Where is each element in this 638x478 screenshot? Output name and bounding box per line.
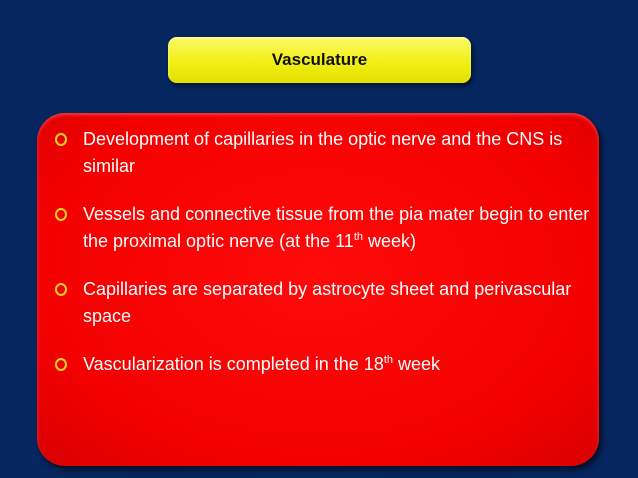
bullet-text-tail: week) [363,231,417,251]
hollow-circle-bullet-icon [55,133,67,146]
bullet-text: Vessels and connective tissue from the pia mater begin to enter the proximal optic nerve (at the 11 [83,204,590,251]
ordinal-suffix: th [353,231,363,243]
hollow-circle-bullet-icon [55,283,67,296]
slide-title: Vasculature [271,50,368,69]
bullet-item [52,351,592,378]
bullet-text: Development of capillaries in the optic nerve and the CNS is similar [83,129,563,176]
title-box [168,37,471,83]
bullet-item [52,276,592,330]
bullet-text: Capillaries are separated by astrocyte sheet and perivascular space [83,279,572,326]
bullet-list [52,126,592,399]
bullet-item [52,126,592,180]
bullet-text-tail: week [393,354,441,374]
hollow-circle-bullet-icon [55,208,67,221]
hollow-circle-bullet-icon [55,358,67,371]
bullet-item [52,201,592,255]
ordinal-suffix: th [383,354,394,366]
bullet-text: Vascularization is completed in the 18 [83,354,384,374]
